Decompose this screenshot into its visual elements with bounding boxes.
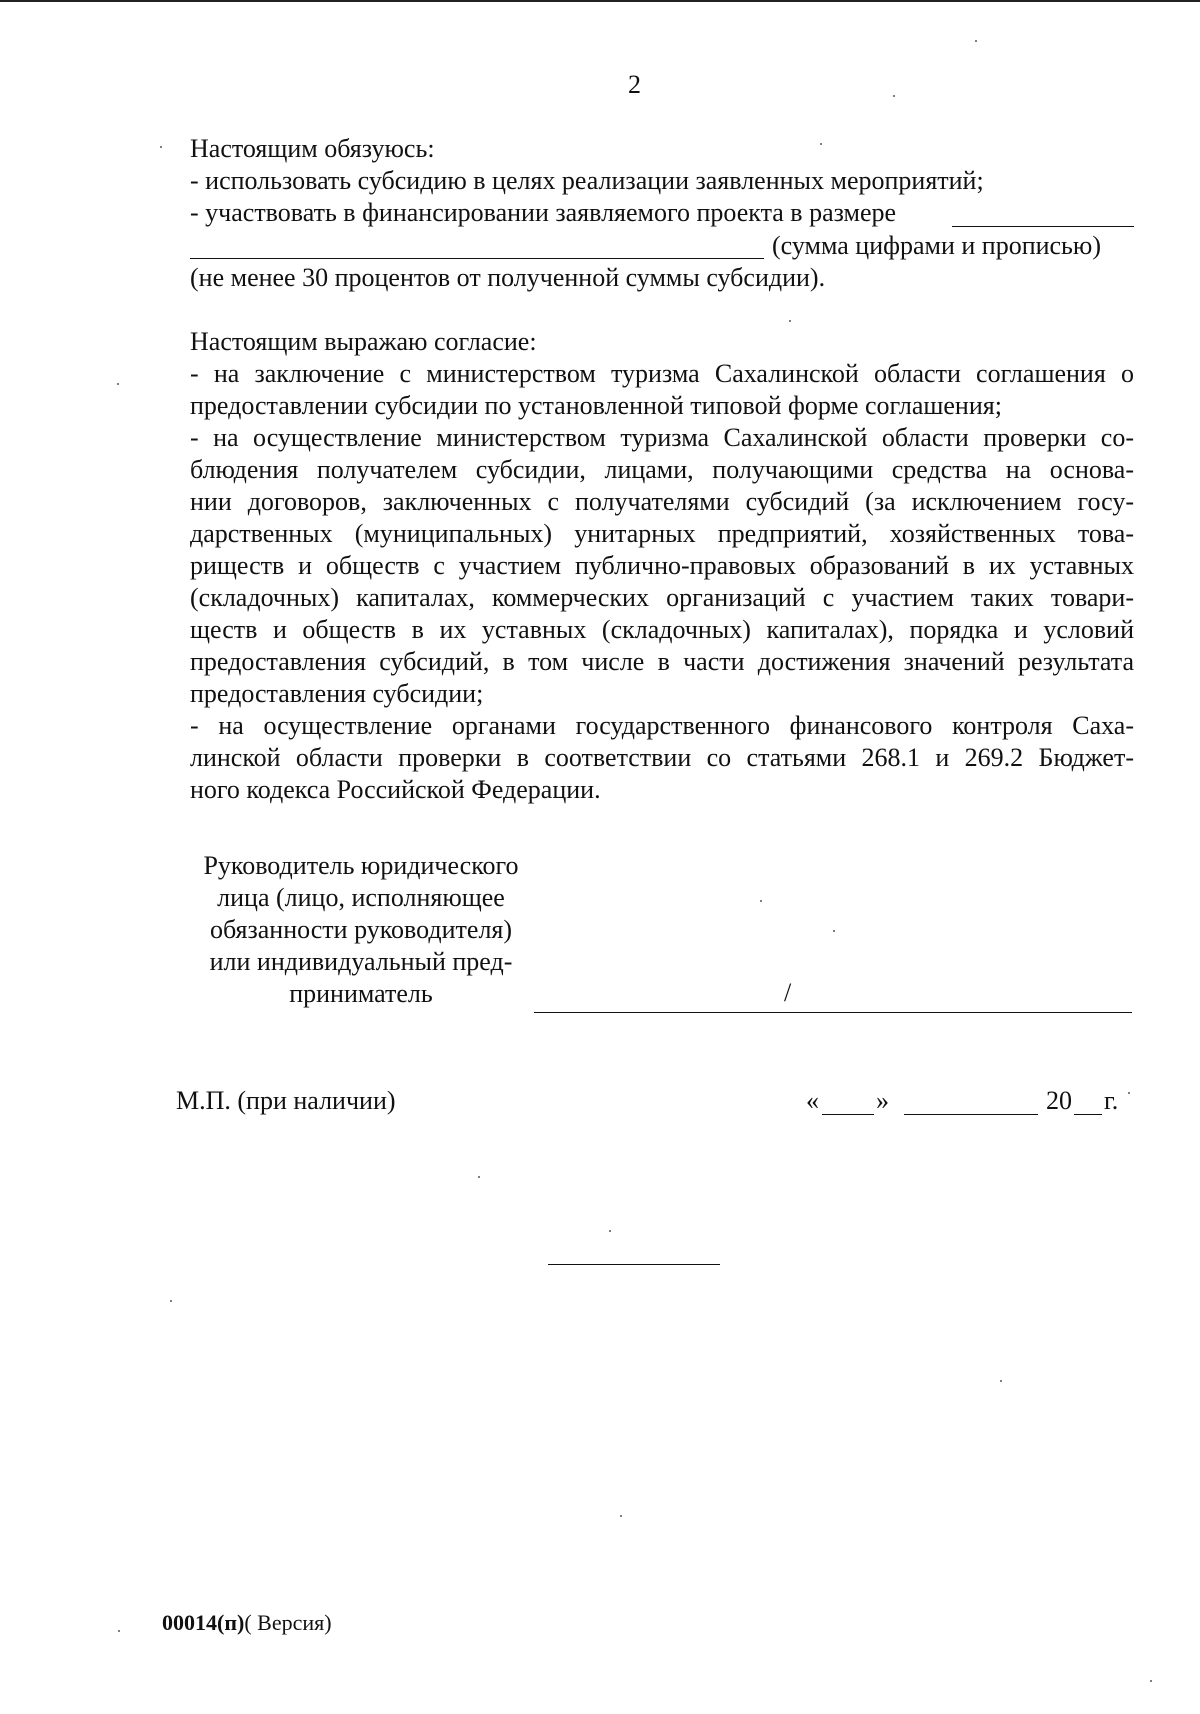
signer-title-line: Руководитель юридического	[203, 851, 519, 880]
date-day-blank[interactable]	[822, 1114, 874, 1115]
date-year-suffix: г.	[1104, 1086, 1119, 1115]
scan-speck	[118, 1630, 120, 1632]
obligations-heading: Настоящим обязуюсь:	[190, 134, 435, 163]
signer-title-line: лица (лицо, исполняющее	[217, 883, 505, 912]
consent-line: предоставления субсидии;	[190, 679, 484, 708]
date-close-quote: »	[876, 1086, 889, 1115]
scan-speck	[893, 95, 895, 97]
scan-speck	[478, 1176, 480, 1178]
consent-line: - на осуществление органами государственного финансового контроля Саха-	[190, 711, 1134, 740]
consent-line: предоставлении субсидии по установленной типовой форме соглашения;	[190, 391, 1002, 420]
scan-speck	[1128, 1092, 1130, 1094]
signer-title	[186, 850, 536, 1010]
date-open-quote: «	[806, 1086, 819, 1115]
consent-line: риществ и обществ с участием публично-правовых образований в их уставных	[190, 551, 1134, 580]
scan-speck	[1000, 1380, 1002, 1382]
page-number: 2	[628, 70, 641, 99]
document-code	[162, 1610, 332, 1636]
consent-line: предоставления субсидий, в том числе в части достижения значений результата	[190, 647, 1134, 676]
scan-speck	[620, 1515, 622, 1517]
end-of-document-rule	[548, 1264, 720, 1265]
scan-speck	[160, 146, 162, 148]
stamp-label: М.П. (при наличии)	[176, 1086, 396, 1115]
cofinance-note: (не менее 30 процентов от полученной суммы субсидии).	[190, 263, 826, 292]
signature-blank[interactable]	[534, 1012, 1132, 1013]
signer-title-line: приниматель	[289, 979, 433, 1008]
date-year-blank[interactable]	[1074, 1114, 1102, 1115]
amount-hint: (сумма цифрами и прописью)	[772, 231, 1101, 260]
consent-line: блюдения получателем субсидии, лицами, получающими средства на основа-	[190, 455, 1134, 484]
obligation-item-use-subsidy: - использовать субсидию в целях реализации заявленных мероприятий;	[190, 166, 984, 195]
consent-line: - на заключение с министерством туризма Сахалинской области соглашения о	[190, 359, 1134, 388]
scan-speck	[833, 930, 835, 932]
scan-speck	[975, 40, 977, 42]
scan-speck	[609, 1230, 611, 1232]
scan-speck	[789, 320, 791, 322]
signature-separator: /	[784, 978, 792, 1007]
signer-title-line: или индивидуальный пред-	[209, 947, 513, 976]
consent-line: ного кодекса Российской Федерации.	[190, 775, 601, 804]
document-version: ( Версия)	[244, 1610, 332, 1635]
consent-line: дарственных (муниципальных) унитарных предприятий, хозяйственных това-	[190, 519, 1134, 548]
consent-line: ществ и обществ в их уставных (складочных) капиталах), порядка и условий	[190, 615, 1134, 644]
consent-heading: Настоящим выражаю согласие:	[190, 327, 537, 356]
scan-speck	[170, 1300, 172, 1302]
document-code-number: 00014(п)	[162, 1610, 245, 1635]
obligation-item-cofinance: - участвовать в финансировании заявляемого проекта в размере	[190, 198, 897, 227]
page-top-border	[0, 0, 1200, 2]
date-month-blank[interactable]	[904, 1114, 1038, 1115]
scan-speck	[1150, 1680, 1152, 1682]
scan-speck	[760, 900, 762, 902]
scan-speck	[117, 383, 119, 385]
consent-line: линской области проверки в соответствии со статьями 268.1 и 269.2 Бюджет-	[190, 743, 1134, 772]
signer-title-line: обязанности руководителя)	[209, 915, 513, 944]
date-year-prefix: 20	[1046, 1086, 1072, 1115]
scan-speck	[820, 143, 822, 145]
consent-line: (складочных) капиталах, коммерческих организаций с участием таких товари-	[190, 583, 1134, 612]
consent-line: нии договоров, заключенных с получателями субсидий (за исключением госу-	[190, 487, 1134, 516]
cofinance-amount-blank-continued[interactable]	[190, 258, 764, 259]
consent-line: - на осуществление министерством туризма Сахалинской области проверки со-	[190, 423, 1134, 452]
cofinance-amount-blank[interactable]	[952, 226, 1134, 227]
